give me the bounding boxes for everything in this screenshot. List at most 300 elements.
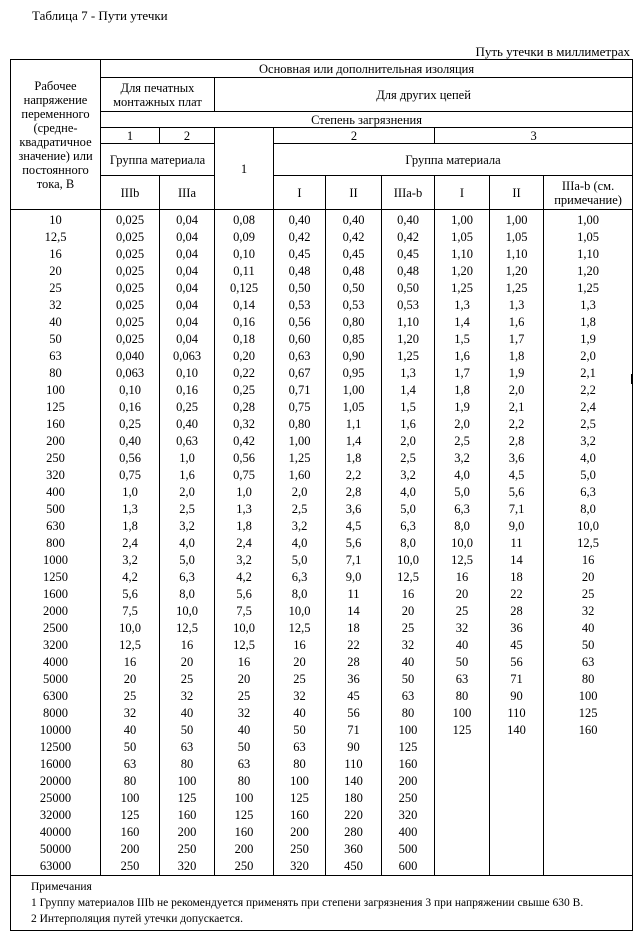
creepage-cell	[490, 790, 544, 807]
creepage-cell: 40	[382, 654, 435, 671]
creepage-cell: 0,04	[160, 297, 215, 314]
creepage-cell: 28	[326, 654, 382, 671]
creepage-cell: 1,25	[490, 280, 544, 297]
creepage-cell: 1,5	[435, 331, 490, 348]
creepage-cell: 32	[382, 637, 435, 654]
creepage-cell: 63	[435, 671, 490, 688]
creepage-cell: 0,025	[101, 229, 160, 246]
creepage-cell: 32	[435, 620, 490, 637]
creepage-cell: 2,5	[435, 433, 490, 450]
creepage-cell: 0,45	[274, 246, 326, 263]
creepage-cell: 0,04	[160, 229, 215, 246]
creepage-cell: 100	[101, 790, 160, 807]
creepage-cell: 0,025	[101, 263, 160, 280]
creepage-cell: 125	[544, 705, 633, 722]
creepage-cell: 12,5	[101, 637, 160, 654]
creepage-cell	[435, 807, 490, 824]
creepage-cell: 100	[435, 705, 490, 722]
creepage-cell: 40	[101, 722, 160, 739]
creepage-cell: 8,0	[544, 501, 633, 518]
creepage-cell: 1,05	[435, 229, 490, 246]
table-caption: Таблица 7 - Пути утечки	[32, 8, 168, 23]
creepage-cell: 1,05	[326, 399, 382, 416]
table-row	[11, 518, 633, 535]
creepage-cell: 63	[215, 756, 274, 773]
creepage-cell: 2,8	[326, 484, 382, 501]
pollution-degree-header: Степень загрязнения	[101, 112, 633, 128]
creepage-cell: 12,5	[160, 620, 215, 637]
creepage-cell: 5,0	[544, 467, 633, 484]
table-row	[11, 348, 633, 365]
creepage-cell: 2,0	[382, 433, 435, 450]
pcb-degree-1: 1	[101, 128, 160, 144]
creepage-cell: 2,5	[382, 450, 435, 467]
voltage-cell: 10000	[11, 722, 101, 739]
creepage-cell: 250	[215, 858, 274, 876]
creepage-cell	[490, 756, 544, 773]
creepage-cell: 20	[382, 603, 435, 620]
creepage-cell: 3,6	[326, 501, 382, 518]
creepage-cell: 90	[326, 739, 382, 756]
creepage-cell: 100	[544, 688, 633, 705]
pcb-degree-2: 2	[160, 128, 215, 144]
creepage-cell: 3,2	[215, 552, 274, 569]
creepage-cell: 80	[544, 671, 633, 688]
creepage-cell: 0,42	[326, 229, 382, 246]
creepage-cell: 5,0	[435, 484, 490, 501]
creepage-cell: 22	[326, 637, 382, 654]
creepage-cell: 0,85	[326, 331, 382, 348]
creepage-cell: 0,75	[101, 467, 160, 484]
table-row	[11, 501, 633, 518]
creepage-cell: 0,04	[160, 280, 215, 297]
creepage-cell: 8,0	[382, 535, 435, 552]
creepage-cell: 0,18	[215, 331, 274, 348]
voltage-cell: 400	[11, 484, 101, 501]
creepage-cell: 1,7	[435, 365, 490, 382]
creepage-cell: 100	[215, 790, 274, 807]
creepage-cell	[544, 858, 633, 876]
creepage-cell: 10,0	[101, 620, 160, 637]
creepage-cell: 1,25	[544, 280, 633, 297]
creepage-cell: 0,42	[274, 229, 326, 246]
voltage-cell: 25000	[11, 790, 101, 807]
creepage-cell: 1,8	[215, 518, 274, 535]
creepage-cell: 8,0	[274, 586, 326, 603]
other-degree-2: 2	[274, 128, 435, 144]
creepage-cell: 1,20	[544, 263, 633, 280]
voltage-cell: 3200	[11, 637, 101, 654]
creepage-cell: 80	[160, 756, 215, 773]
creepage-cell: 32	[274, 688, 326, 705]
creepage-cell: 2,2	[544, 382, 633, 399]
voltage-cell: 16	[11, 246, 101, 263]
creepage-cell: 125	[101, 807, 160, 824]
creepage-cell: 100	[382, 722, 435, 739]
creepage-cell: 1,8	[544, 314, 633, 331]
creepage-cell: 16	[160, 637, 215, 654]
creepage-cell: 1,4	[435, 314, 490, 331]
creepage-cell	[435, 841, 490, 858]
creepage-cell: 80	[215, 773, 274, 790]
creepage-cell: 1,9	[435, 399, 490, 416]
creepage-cell: 1,5	[382, 399, 435, 416]
creepage-cell: 12,5	[215, 637, 274, 654]
creepage-cell: 280	[326, 824, 382, 841]
creepage-cell: 4,0	[382, 484, 435, 501]
creepage-cell: 40	[274, 705, 326, 722]
creepage-cell: 45	[490, 637, 544, 654]
voltage-cell: 800	[11, 535, 101, 552]
creepage-cell: 12,5	[274, 620, 326, 637]
voltage-cell: 63000	[11, 858, 101, 876]
other-material-group: Группа материала	[274, 144, 633, 176]
creepage-cell: 1,00	[274, 433, 326, 450]
creepage-cell: 0,22	[215, 365, 274, 382]
table-row	[11, 399, 633, 416]
table-row	[11, 535, 633, 552]
creepage-cell: 1,25	[435, 280, 490, 297]
creepage-cell: 6,3	[435, 501, 490, 518]
creepage-cell: 0,75	[274, 399, 326, 416]
creepage-cell: 9,0	[326, 569, 382, 586]
creepage-cell: 2,0	[544, 348, 633, 365]
creepage-cell: 0,16	[215, 314, 274, 331]
creepage-cell: 32	[101, 705, 160, 722]
creepage-cell: 1,10	[382, 314, 435, 331]
creepage-cell: 360	[326, 841, 382, 858]
creepage-cell	[490, 841, 544, 858]
creepage-cell: 200	[101, 841, 160, 858]
creepage-cell: 14	[490, 552, 544, 569]
creepage-cell: 125	[435, 722, 490, 739]
table-row	[11, 263, 633, 280]
creepage-cell: 90	[490, 688, 544, 705]
creepage-cell: 2,0	[274, 484, 326, 501]
voltage-cell: 125	[11, 399, 101, 416]
table-row	[11, 246, 633, 263]
creepage-cell: 0,75	[215, 467, 274, 484]
table-row	[11, 620, 633, 637]
creepage-cell: 1,0	[215, 484, 274, 501]
col-pcb-iiia: IIIa	[160, 176, 215, 210]
creepage-cell: 25	[274, 671, 326, 688]
notes-title: Примечания	[31, 881, 92, 893]
creepage-cell: 0,32	[215, 416, 274, 433]
creepage-cell: 0,56	[101, 450, 160, 467]
creepage-cell: 0,50	[274, 280, 326, 297]
creepage-cell: 250	[101, 858, 160, 876]
voltage-cell: 500	[11, 501, 101, 518]
voltage-cell: 250	[11, 450, 101, 467]
table-row	[11, 331, 633, 348]
creepage-cell: 125	[215, 807, 274, 824]
creepage-cell: 1,3	[382, 365, 435, 382]
creepage-cell: 0,48	[274, 263, 326, 280]
creepage-cell: 16	[435, 569, 490, 586]
creepage-cell: 0,40	[326, 210, 382, 230]
creepage-cell: 0,50	[326, 280, 382, 297]
table-row	[11, 365, 633, 382]
creepage-cell: 11	[326, 586, 382, 603]
creepage-cell: 20	[544, 569, 633, 586]
creepage-cell: 20	[274, 654, 326, 671]
table-row	[11, 297, 633, 314]
creepage-cell	[435, 824, 490, 841]
creepage-cell: 0,53	[274, 297, 326, 314]
creepage-cell: 6,3	[382, 518, 435, 535]
creepage-cell	[544, 773, 633, 790]
creepage-cell: 1,00	[544, 210, 633, 230]
creepage-cell: 0,040	[101, 348, 160, 365]
creepage-cell: 160	[274, 807, 326, 824]
creepage-cell: 7,1	[326, 552, 382, 569]
creepage-cell: 100	[274, 773, 326, 790]
creepage-cell: 14	[326, 603, 382, 620]
creepage-cell: 12,5	[544, 535, 633, 552]
creepage-cell: 10,0	[274, 603, 326, 620]
creepage-cell: 36	[326, 671, 382, 688]
creepage-cell: 0,50	[382, 280, 435, 297]
creepage-cell: 0,10	[160, 365, 215, 382]
creepage-cell: 32	[215, 705, 274, 722]
creepage-cell: 1,25	[274, 450, 326, 467]
creepage-cell: 2,5	[274, 501, 326, 518]
creepage-cell: 1,3	[101, 501, 160, 518]
creepage-cell: 0,04	[160, 246, 215, 263]
creepage-cell: 1,25	[382, 348, 435, 365]
creepage-cell: 1,7	[490, 331, 544, 348]
creepage-cell: 4,5	[326, 518, 382, 535]
creepage-cell: 12,5	[382, 569, 435, 586]
creepage-cell: 25	[435, 603, 490, 620]
creepage-cell: 40	[544, 620, 633, 637]
creepage-cell: 9,0	[490, 518, 544, 535]
creepage-cell: 7,5	[215, 603, 274, 620]
creepage-cell: 63	[274, 739, 326, 756]
creepage-cell	[490, 858, 544, 876]
creepage-cell: 160	[215, 824, 274, 841]
voltage-cell: 50	[11, 331, 101, 348]
creepage-cell: 0,04	[160, 314, 215, 331]
table-row	[11, 773, 633, 790]
creepage-cell: 2,4	[215, 535, 274, 552]
voltage-cell: 10	[11, 210, 101, 230]
creepage-cell: 140	[326, 773, 382, 790]
voltage-cell: 63	[11, 348, 101, 365]
creepage-cell: 160	[101, 824, 160, 841]
creepage-cell: 160	[160, 807, 215, 824]
table-row	[11, 314, 633, 331]
creepage-cell: 0,63	[274, 348, 326, 365]
table-row	[11, 603, 633, 620]
creepage-cell: 0,53	[326, 297, 382, 314]
creepage-cell	[544, 807, 633, 824]
notes-block	[11, 876, 633, 931]
note-2: 2 Интерполяция путей утечки допускается.	[31, 913, 243, 925]
table-row	[11, 756, 633, 773]
creepage-cell: 0,025	[101, 280, 160, 297]
voltage-cell: 25	[11, 280, 101, 297]
creepage-cell: 4,0	[160, 535, 215, 552]
voltage-cell: 1250	[11, 569, 101, 586]
voltage-cell: 5000	[11, 671, 101, 688]
creepage-cell: 2,4	[101, 535, 160, 552]
voltage-cell: 20	[11, 263, 101, 280]
creepage-cell: 71	[490, 671, 544, 688]
creepage-cell: 250	[160, 841, 215, 858]
table-row	[11, 705, 633, 722]
creepage-cell: 1,8	[490, 348, 544, 365]
creepage-cell: 200	[382, 773, 435, 790]
creepage-cell: 0,025	[101, 331, 160, 348]
creepage-cell: 80	[274, 756, 326, 773]
creepage-cell: 200	[215, 841, 274, 858]
creepage-cell: 56	[326, 705, 382, 722]
table-row	[11, 654, 633, 671]
creepage-cell: 63	[382, 688, 435, 705]
creepage-cell: 0,56	[274, 314, 326, 331]
creepage-cell	[435, 858, 490, 876]
creepage-cell: 0,40	[274, 210, 326, 230]
creepage-cell: 45	[326, 688, 382, 705]
col-deg2-i: I	[274, 176, 326, 210]
creepage-cell: 180	[326, 790, 382, 807]
table-row	[11, 280, 633, 297]
creepage-cell: 0,11	[215, 263, 274, 280]
creepage-cell: 80	[382, 705, 435, 722]
creepage-cell: 25	[101, 688, 160, 705]
creepage-cell: 2,1	[544, 365, 633, 382]
creepage-cell: 0,063	[101, 365, 160, 382]
table-row	[11, 467, 633, 484]
creepage-cell: 4,0	[435, 467, 490, 484]
table-row	[11, 433, 633, 450]
creepage-cell: 1,60	[274, 467, 326, 484]
creepage-cell: 0,16	[160, 382, 215, 399]
creepage-cell: 200	[160, 824, 215, 841]
creepage-cell: 5,6	[326, 535, 382, 552]
creepage-cell: 2,5	[160, 501, 215, 518]
creepage-cell: 0,40	[160, 416, 215, 433]
table-row	[11, 229, 633, 246]
creepage-cell: 16	[101, 654, 160, 671]
creepage-cell: 0,67	[274, 365, 326, 382]
creepage-cell: 25	[544, 586, 633, 603]
creepage-cell: 20	[215, 671, 274, 688]
creepage-cell: 16	[215, 654, 274, 671]
creepage-cell: 0,16	[101, 399, 160, 416]
creepage-cell: 1,20	[490, 263, 544, 280]
creepage-cell: 5,0	[160, 552, 215, 569]
creepage-cell: 7,1	[490, 501, 544, 518]
creepage-cell: 220	[326, 807, 382, 824]
other-degree-3: 3	[435, 128, 633, 144]
creepage-cell: 160	[544, 722, 633, 739]
creepage-cell: 4,5	[490, 467, 544, 484]
creepage-cell: 32	[160, 688, 215, 705]
creepage-cell: 600	[382, 858, 435, 876]
creepage-cell: 1,00	[490, 210, 544, 230]
voltage-cell: 40	[11, 314, 101, 331]
creepage-cell: 6,3	[160, 569, 215, 586]
voltage-cell: 6300	[11, 688, 101, 705]
creepage-cell: 1,3	[215, 501, 274, 518]
creepage-cell: 2,0	[490, 382, 544, 399]
creepage-cell: 1,4	[382, 382, 435, 399]
creepage-cell: 6,3	[274, 569, 326, 586]
creepage-cell: 40	[435, 637, 490, 654]
creepage-cell	[544, 739, 633, 756]
creepage-cell: 0,25	[101, 416, 160, 433]
creepage-cell: 0,42	[215, 433, 274, 450]
creepage-cell: 3,6	[490, 450, 544, 467]
table-row	[11, 824, 633, 841]
creepage-cell	[544, 824, 633, 841]
creepage-cell: 0,45	[326, 246, 382, 263]
creepage-cell: 1,6	[490, 314, 544, 331]
voltage-cell: 12,5	[11, 229, 101, 246]
creepage-cell: 1,00	[435, 210, 490, 230]
creepage-cell: 1,05	[490, 229, 544, 246]
col-deg2-iiia-b: IIIa-b	[382, 176, 435, 210]
table-row	[11, 722, 633, 739]
voltage-cell: 320	[11, 467, 101, 484]
table-row	[11, 569, 633, 586]
creepage-cell: 1,8	[101, 518, 160, 535]
creepage-cell: 2,4	[544, 399, 633, 416]
creepage-cell: 0,025	[101, 314, 160, 331]
creepage-cell: 0,25	[160, 399, 215, 416]
creepage-cell	[544, 756, 633, 773]
creepage-cell: 8,0	[435, 518, 490, 535]
voltage-cell: 8000	[11, 705, 101, 722]
creepage-cell: 20	[435, 586, 490, 603]
creepage-cell: 0,28	[215, 399, 274, 416]
margin-mark	[631, 374, 633, 384]
creepage-cell: 0,025	[101, 210, 160, 230]
creepage-cell	[435, 773, 490, 790]
creepage-cell: 63	[160, 739, 215, 756]
creepage-cell: 125	[160, 790, 215, 807]
creepage-cell: 500	[382, 841, 435, 858]
creepage-cell: 10,0	[544, 518, 633, 535]
creepage-cell: 2,2	[326, 467, 382, 484]
creepage-cell: 1,3	[435, 297, 490, 314]
note-1: 1 Группу материалов IIIb не рекомендуется применять при степени загрязнения 3 при напряжении свыше 630 В.	[31, 897, 584, 909]
creepage-cell: 11	[490, 535, 544, 552]
voltage-cell: 1000	[11, 552, 101, 569]
creepage-cell: 1,20	[435, 263, 490, 280]
col-pcb-iiib: IIIb	[101, 176, 160, 210]
creepage-cell: 200	[274, 824, 326, 841]
creepage-cell: 0,04	[160, 331, 215, 348]
creepage-cell: 1,10	[435, 246, 490, 263]
creepage-cell: 50	[160, 722, 215, 739]
creepage-cell: 1,0	[160, 450, 215, 467]
creepage-cell: 16	[544, 552, 633, 569]
creepage-cell	[490, 739, 544, 756]
creepage-cell: 8,0	[160, 586, 215, 603]
voltage-cell: 50000	[11, 841, 101, 858]
creepage-cell: 450	[326, 858, 382, 876]
creepage-cell	[435, 739, 490, 756]
creepage-cell: 160	[382, 756, 435, 773]
creepage-cell: 1,20	[382, 331, 435, 348]
creepage-cell: 3,2	[382, 467, 435, 484]
voltage-cell: 12500	[11, 739, 101, 756]
creepage-cell: 0,53	[382, 297, 435, 314]
